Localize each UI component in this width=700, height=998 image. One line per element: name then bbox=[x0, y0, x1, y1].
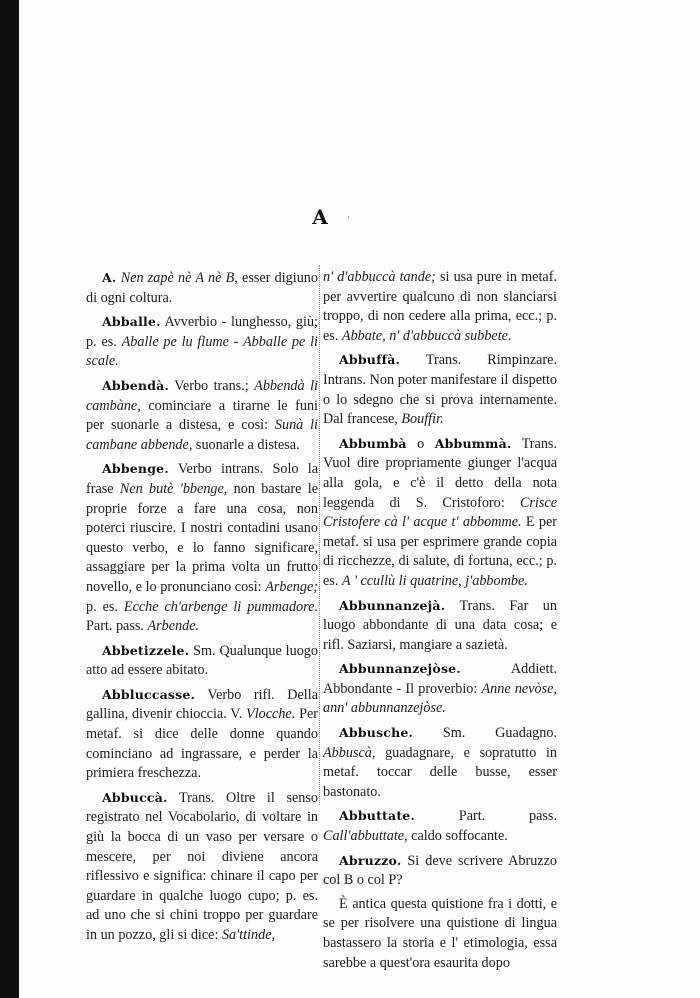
entry-example-italic: Sa'ttinde, bbox=[221, 927, 276, 943]
entry-example-italic: Crisce Cristofere cà l' acque t' abbomme. bbox=[323, 494, 557, 531]
column-divider bbox=[319, 265, 320, 805]
entry-headword: Abbuccà. bbox=[102, 789, 168, 805]
entry-example-italic: Nen zapè nè A nè B, bbox=[120, 270, 238, 286]
entry-text: suonarle a distesa. bbox=[192, 436, 300, 453]
entry-headword: Abbenge. bbox=[102, 461, 169, 477]
dictionary-entry bbox=[86, 376, 318, 455]
print-mark: · bbox=[347, 212, 350, 222]
entry-text: Trans. Vuol dire propriamente giunger l'acqua alla gola, e c'è il detto della nota leggenda di S. Cristoforo: bbox=[323, 435, 557, 511]
entry-headword: Abbunnanzejà. bbox=[339, 597, 446, 613]
dictionary-entry bbox=[86, 788, 318, 946]
entry-example-italic: Vlocche. bbox=[246, 706, 296, 723]
entry-headword: Abbendà. bbox=[102, 377, 170, 393]
dictionary-entry bbox=[323, 434, 557, 592]
entry-text: Trans. Oltre il senso registrato nel Vocabolario, di voltare in giù la bocca di un vaso per versare o mescere, per noi diviene ancora riflessivo e significa: chinare il capo per guardare in qualche luogo cupo; p. es. ad uno che si chini troppo per guardare in un pozzo, gli si dice: bbox=[86, 789, 318, 943]
entry-text: Per metaf. si dice delle donne quando cominciano ad ingrassare, e perder la primiera freschezza. bbox=[86, 706, 318, 782]
entry-text: Si deve scrivere Abruzzo col B o col P? bbox=[323, 852, 557, 889]
entry-headword: Abbuttate. bbox=[339, 808, 415, 824]
dictionary-entry bbox=[323, 350, 557, 429]
entry-headword: Abbunnanzejòse. bbox=[339, 661, 461, 677]
scan-left-edge bbox=[0, 0, 19, 998]
entry-text: caldo soffocante. bbox=[407, 828, 508, 845]
entry-example-italic: Arbenge; bbox=[265, 578, 318, 595]
entry-text: non bastare le proprie forze a fare una cosa, non poterci riuscire. I nostri contadini usano questo verbo, e lo fanno significare, assaggiare per la prima volta un frutto novello, e lo pronunciano così: bbox=[86, 480, 318, 595]
entry-example-italic: A ' ccullù li quatrine, j'abbombe. bbox=[341, 572, 528, 589]
dictionary-entry bbox=[86, 312, 318, 372]
entry-headword: Abruzzo. bbox=[339, 852, 402, 868]
entry-example-italic: Arbende. bbox=[147, 618, 200, 635]
entry-example-italic: Ecche ch'arbenge li pummadore. bbox=[123, 598, 318, 615]
entry-text: Addiett. Abbondante - Il proverbio: bbox=[323, 661, 557, 697]
dictionary-entry bbox=[323, 851, 557, 891]
left-column bbox=[86, 268, 318, 950]
entry-example-italic: Abbate, n' d'abbuccà subbete. bbox=[341, 327, 512, 344]
dictionary-entry bbox=[323, 895, 557, 973]
entry-example-italic: Bouffir. bbox=[401, 411, 444, 428]
entry-example-italic: Abbuscà, bbox=[323, 744, 376, 761]
dictionary-entry bbox=[86, 641, 318, 681]
entry-example-italic: Sunà li cambane abbende, bbox=[86, 417, 318, 453]
entry-headword: Abbuffà. bbox=[339, 352, 401, 368]
dictionary-entry bbox=[86, 685, 318, 784]
entry-text: esser digiuno di ogni coltura. bbox=[86, 270, 318, 306]
entry-example-italic: Nen butè 'bbenge, bbox=[119, 480, 228, 497]
entry-text: Avverbio - lunghesso, giù; p. es. bbox=[86, 314, 318, 350]
entry-text: Verbo trans.; bbox=[169, 377, 255, 394]
entry-text: Trans. Far un luogo abbondante di una data cosa; e rifl. Saziarsi, mangiare a sazietà. bbox=[323, 597, 557, 653]
dictionary-entry bbox=[323, 596, 557, 656]
entry-headword: Abbetizzele. bbox=[102, 642, 190, 658]
dictionary-entry bbox=[323, 723, 557, 802]
entry-example-italic: Call'abbuttate, bbox=[323, 828, 408, 845]
entry-text: p. es. bbox=[86, 598, 124, 615]
entry-headword: Abbumbà bbox=[339, 435, 407, 451]
entry-headword: A. bbox=[102, 270, 117, 285]
right-column bbox=[323, 268, 557, 977]
section-letter-heading: A bbox=[312, 205, 328, 229]
entry-text: si usa pure in metaf. per avvertire qualcuno di non slanciarsi troppo, di non cedere alla prima, ecc.; p. es. bbox=[323, 269, 557, 344]
dictionary-entry bbox=[323, 659, 557, 719]
dictionary-entry bbox=[323, 268, 557, 346]
entry-text: È antica questa quistione fra i dotti, e se per risolvere una quistione di lingua bastassero la storia e l' etimologia, essa sarebbe a quest'ora esaurita dopo bbox=[323, 895, 557, 971]
entry-example-italic: Anne nevòse, ann' abbunnanzejòse. bbox=[323, 680, 557, 717]
dictionary-entry bbox=[86, 459, 318, 636]
entry-text: Verbo rifl. Della gallina, divenir chioccia. V. bbox=[86, 686, 318, 723]
entry-example-italic: Abbendà li cambàne, bbox=[86, 377, 318, 414]
dictionary-entry bbox=[86, 268, 318, 308]
entry-text: Sm. Guadagno. bbox=[413, 725, 557, 742]
entry-text: guadagnare, e sopratutto in metaf. toccar delle busse, esser bastonato. bbox=[323, 744, 557, 800]
entry-text: E per metaf. si usa per esprimere grande copia di ricchezze, di salute, di fortuna, ecc.; p. es. bbox=[323, 514, 557, 589]
entry-text: Part. pass. bbox=[86, 618, 148, 635]
entry-text: Verbo intrans. Solo la frase bbox=[86, 461, 318, 497]
entry-headword: Abballe. bbox=[102, 314, 161, 330]
entry-example-italic: n' d'abbuccà tande; bbox=[323, 269, 436, 285]
entry-headword-variant: Abbummà. bbox=[434, 435, 512, 451]
entry-text: Part. pass. bbox=[415, 808, 557, 825]
entry-text: o bbox=[406, 435, 435, 452]
entry-example-italic: Aballe pe lu flume - Abballe pe li scale. bbox=[86, 333, 318, 370]
entry-text: cominciare a tirarne le funi per suonarle a distesa, e così: bbox=[86, 397, 318, 434]
entry-headword: Abbluccasse. bbox=[102, 686, 196, 702]
entry-text: Sm. Qualunque luogo atto ad essere abitato. bbox=[86, 642, 318, 679]
entry-headword: Abbusche. bbox=[339, 725, 414, 741]
dictionary-entry bbox=[323, 806, 557, 846]
entry-text: Trans. Rimpinzare. Intrans. Non poter manifestare il dispetto o lo sdegno che si prova internamente. Dal francese, bbox=[323, 352, 557, 428]
